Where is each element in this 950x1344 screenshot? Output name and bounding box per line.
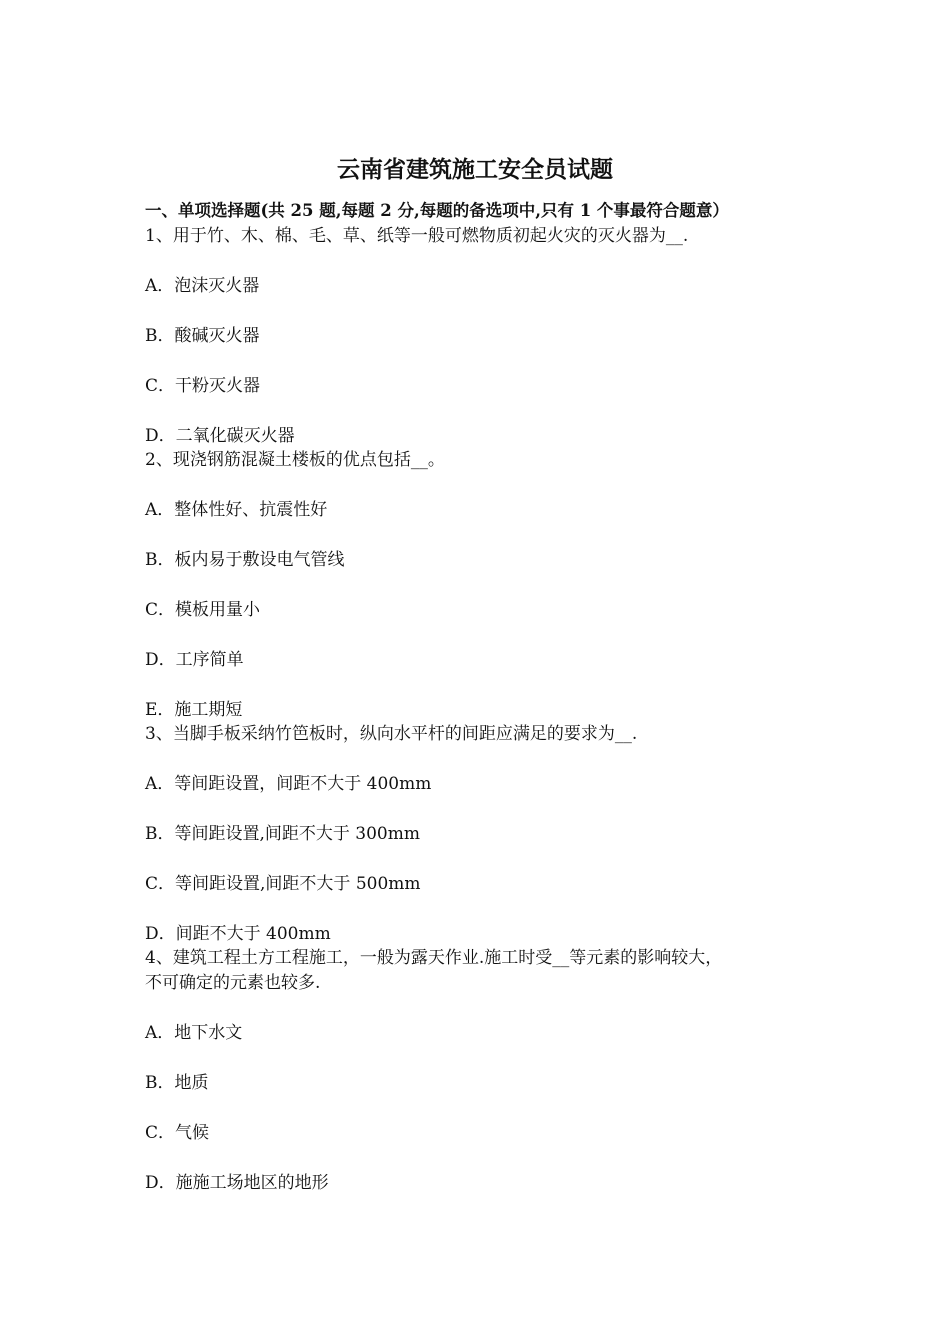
question-4-option-b: B．地质	[145, 1073, 209, 1093]
question-4-option-c: C．气候	[145, 1123, 210, 1143]
question-3-option-c: C．等间距设置,间距不大于 500mm	[145, 874, 421, 894]
question-1-option-c: C．干粉灭火器	[145, 376, 261, 396]
document-title: 云南省建筑施工安全员试题	[337, 156, 613, 183]
question-2-option-d: D．工序简单	[145, 650, 244, 670]
question-3-option-a: A．等间距设置，间距不大于 400mm	[145, 774, 432, 794]
question-3-option-b: B．等间距设置,间距不大于 300mm	[145, 824, 420, 844]
question-2-option-e: E．施工期短	[145, 700, 243, 720]
question-4-option-d: D．施施工场地区的地形	[145, 1173, 329, 1193]
question-2-option-a: A．整体性好、抗震性好	[145, 500, 328, 520]
question-2-option-b: B．板内易于敷设电气管线	[145, 550, 345, 570]
question-1-stem: 1、用于竹、木、棉、毛、草、纸等一般可燃物质初起火灾的灭火器为__.	[145, 226, 689, 246]
question-3-stem: 3、当脚手板采纳竹笆板时，纵向水平杆的间距应满足的要求为__.	[145, 724, 638, 744]
question-1-option-a: A．泡沫灭火器	[145, 276, 260, 296]
question-2-stem: 2、现浇钢筋混凝土楼板的优点包括__。	[145, 450, 445, 470]
question-4-stem-line-1: 4、建筑工程土方工程施工，一般为露天作业.施工时受__等元素的影响较大，	[145, 948, 723, 968]
question-4-option-a: A．地下水文	[145, 1023, 243, 1043]
question-2-option-c: C．模板用量小	[145, 600, 261, 620]
question-4-stem-line-2: 不可确定的元素也较多.	[145, 973, 321, 993]
question-3-option-d: D．间距不大于 400mm	[145, 924, 331, 944]
section-heading: 一、单项选择题(共 25 题,每题 2 分,每题的备选项中,只有 1 个事最符合题意）	[145, 201, 729, 220]
question-1-option-b: B．酸碱灭火器	[145, 326, 260, 346]
question-1-option-d: D．二氧化碳灭火器	[145, 426, 295, 446]
